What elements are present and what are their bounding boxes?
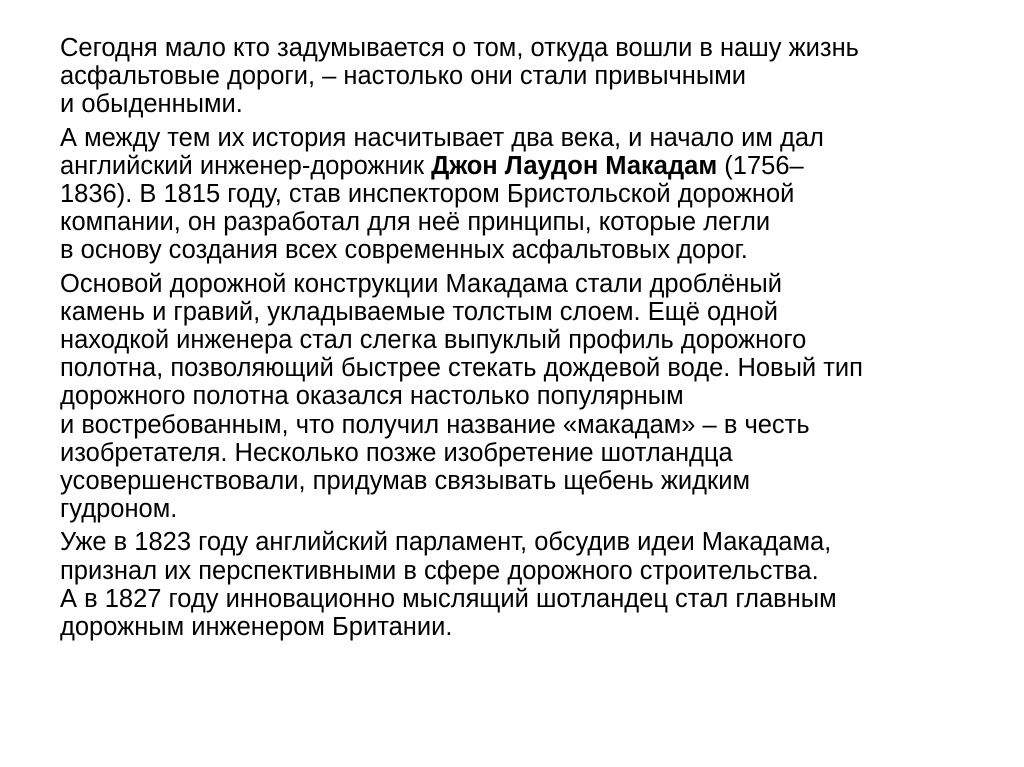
- text-line-with-name: [60, 152, 980, 180]
- text-line: усовершенствовали, придумав связывать щебень жидким: [60, 467, 750, 496]
- paragraph-1: [60, 34, 980, 119]
- paragraph-2: [60, 124, 980, 265]
- text-line: гудроном.: [60, 495, 178, 524]
- text-line: Сегодня мало кто задумывается о том, откуда вошли в нашу жизнь: [60, 34, 859, 62]
- text-line: и востребованным, что получил название «макадам» – в честь: [60, 410, 810, 439]
- text-line: признал их перспективными в сфере дорожного строительства.: [60, 556, 819, 585]
- engineer-name: Джон Лаудон Макадам: [431, 151, 718, 180]
- text-body: [60, 34, 980, 646]
- text-line: полотна, позволяющий быстрее стекать дождевой воде. Новый тип: [60, 354, 863, 383]
- text-line: компании, он разработал для неё принципы, которые легли: [60, 208, 771, 237]
- paragraph-4: [60, 528, 980, 641]
- text-line: в основу создания всех современных асфальтовых дорог.: [60, 236, 748, 265]
- text-line: Основой дорожной конструкции Макадама стали дроблёный: [60, 269, 782, 298]
- text-line: А между тем их история насчитывает два века, и начало им дал: [60, 123, 824, 152]
- text-line: находкой инженера стал слегка выпуклый профиль дорожного: [60, 326, 807, 355]
- paragraph-3: [60, 270, 980, 524]
- text-line: дорожным инженером Британии.: [60, 613, 453, 642]
- text-line: дорожного полотна оказался настолько популярным: [60, 382, 684, 411]
- text-line: А в 1827 году инновационно мыслящий шотландец стал главным: [60, 584, 837, 613]
- text-fragment: английский инженер-дорожник: [60, 151, 432, 180]
- text-line: 1836). В 1815 году, став инспектором Бристольской дорожной: [60, 180, 795, 209]
- text-line: Уже в 1823 году английский парламент, обсудив идеи Макадама,: [60, 528, 832, 557]
- text-line: камень и гравий, укладываемые толстым слоем. Ещё одной: [60, 297, 778, 326]
- text-fragment: (1756–: [717, 151, 804, 180]
- text-line: и обыденными.: [60, 90, 243, 119]
- text-line: асфальтовые дороги, – настолько они стали привычными: [60, 62, 746, 91]
- text-line: изобретателя. Несколько позже изобретение шотландца: [60, 438, 733, 467]
